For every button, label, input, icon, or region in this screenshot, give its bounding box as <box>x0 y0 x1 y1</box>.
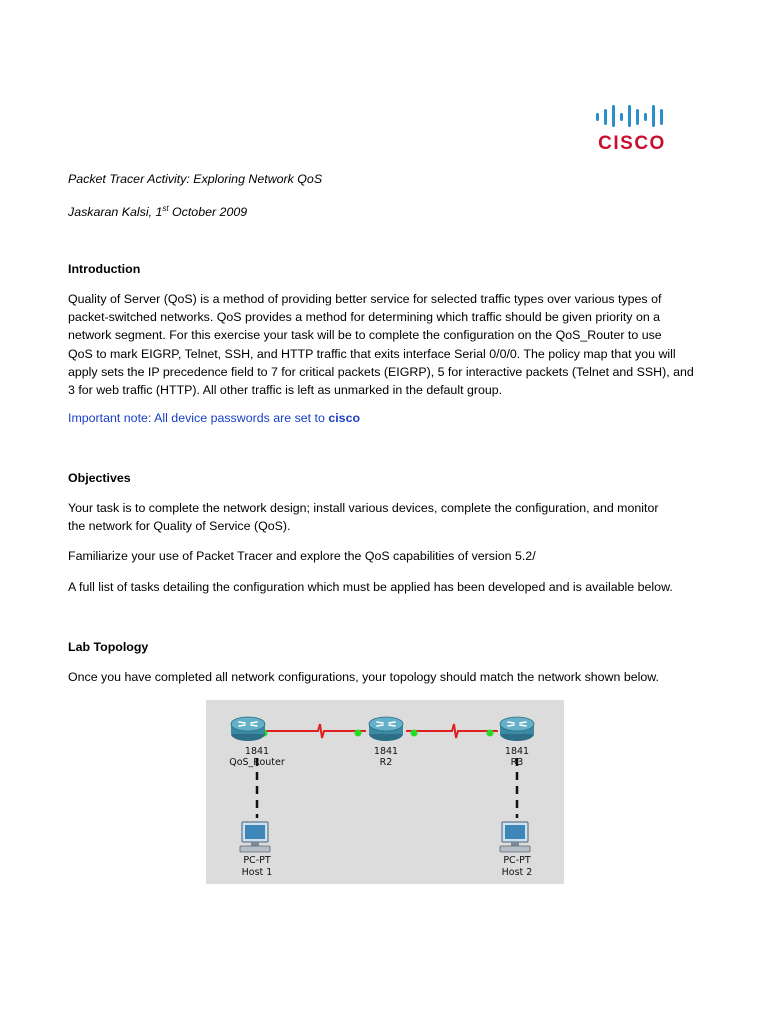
author-date-sup: st <box>162 204 169 213</box>
router-model-label: 1841 <box>504 746 530 757</box>
author-date-prefix: Jaskaran Kalsi, 1 <box>68 205 163 220</box>
lab-topology-heading: Lab Topology <box>68 640 149 654</box>
objectives-heading: Objectives <box>68 471 131 485</box>
document-title: Packet Tracer Activity: Exploring Network QoS <box>68 172 323 186</box>
intro-line: packet-switched networks. QoS provides a method for determining which traffic should be given priority on a <box>68 310 661 325</box>
cisco-logo-text: CISCO <box>598 133 666 152</box>
cisco-logo <box>594 104 670 152</box>
intro-line: QoS to mark EIGRP, Telnet, SSH, and HTTP traffic that exits interface Serial 0/0/0. The policy map that you will <box>68 346 676 361</box>
router-name-label: R2 <box>379 757 393 768</box>
router-icon <box>500 717 534 741</box>
router-model-label: 1841 <box>244 746 270 757</box>
router-model-label: 1841 <box>373 746 399 757</box>
objectives-paragraph-3: A full list of tasks detailing the configuration which must be applied has been developed and is available below. <box>68 580 673 594</box>
intro-line: apply sets the IP precedence field to 7 for critical packets (EIGRP), 5 for interactive packets (Telnet and SSH), and <box>68 364 694 379</box>
author-date-suffix: October 2009 <box>168 205 248 220</box>
serial-link <box>256 724 366 738</box>
host-name-label: Host 2 <box>501 867 533 878</box>
port-status-dot <box>487 730 494 737</box>
pc-icon <box>240 822 270 852</box>
router-name-label: R3 <box>510 757 524 768</box>
important-note-text: Important note: All device passwords are set to <box>68 411 329 425</box>
intro-line: Quality of Server (QoS) is a method of providing better service for selected traffic types over various types of <box>68 292 662 306</box>
intro-line: 3 for web traffic (HTTP). All other traffic is left as unmarked in the default group. <box>68 383 503 398</box>
important-note <box>68 409 708 427</box>
host-name-label: Host 1 <box>241 867 273 878</box>
objectives-paragraph-2: Familiarize your use of Packet Tracer and explore the QoS capabilities of version 5.2/ <box>68 549 536 563</box>
introduction-heading: Introduction <box>68 262 141 276</box>
router-icon <box>369 717 403 741</box>
important-note-password: cisco <box>328 411 361 425</box>
author-date <box>68 200 708 221</box>
objectives-line: the network for Quality of Service (QoS). <box>68 519 291 534</box>
topology-diagram <box>206 700 564 884</box>
introduction-paragraph <box>68 290 708 399</box>
port-status-dot <box>355 730 362 737</box>
port-status-dot <box>411 730 418 737</box>
host-type-label: PC-PT <box>503 855 531 866</box>
router-name-label: QoS_Router <box>229 757 285 768</box>
intro-line: network segment. For this exercise your task will be to complete the configuration on the QoS_Router to use <box>68 328 662 343</box>
objectives-paragraph-1 <box>68 499 708 535</box>
host-type-label: PC-PT <box>243 855 271 866</box>
objectives-line: Your task is to complete the network design; install various devices, complete the configuration, and monitor <box>68 501 659 515</box>
pc-icon <box>500 822 530 852</box>
serial-link <box>406 724 498 738</box>
lab-topology-paragraph: Once you have completed all network configurations, your topology should match the network shown below. <box>68 670 659 684</box>
router-icon <box>231 717 265 741</box>
